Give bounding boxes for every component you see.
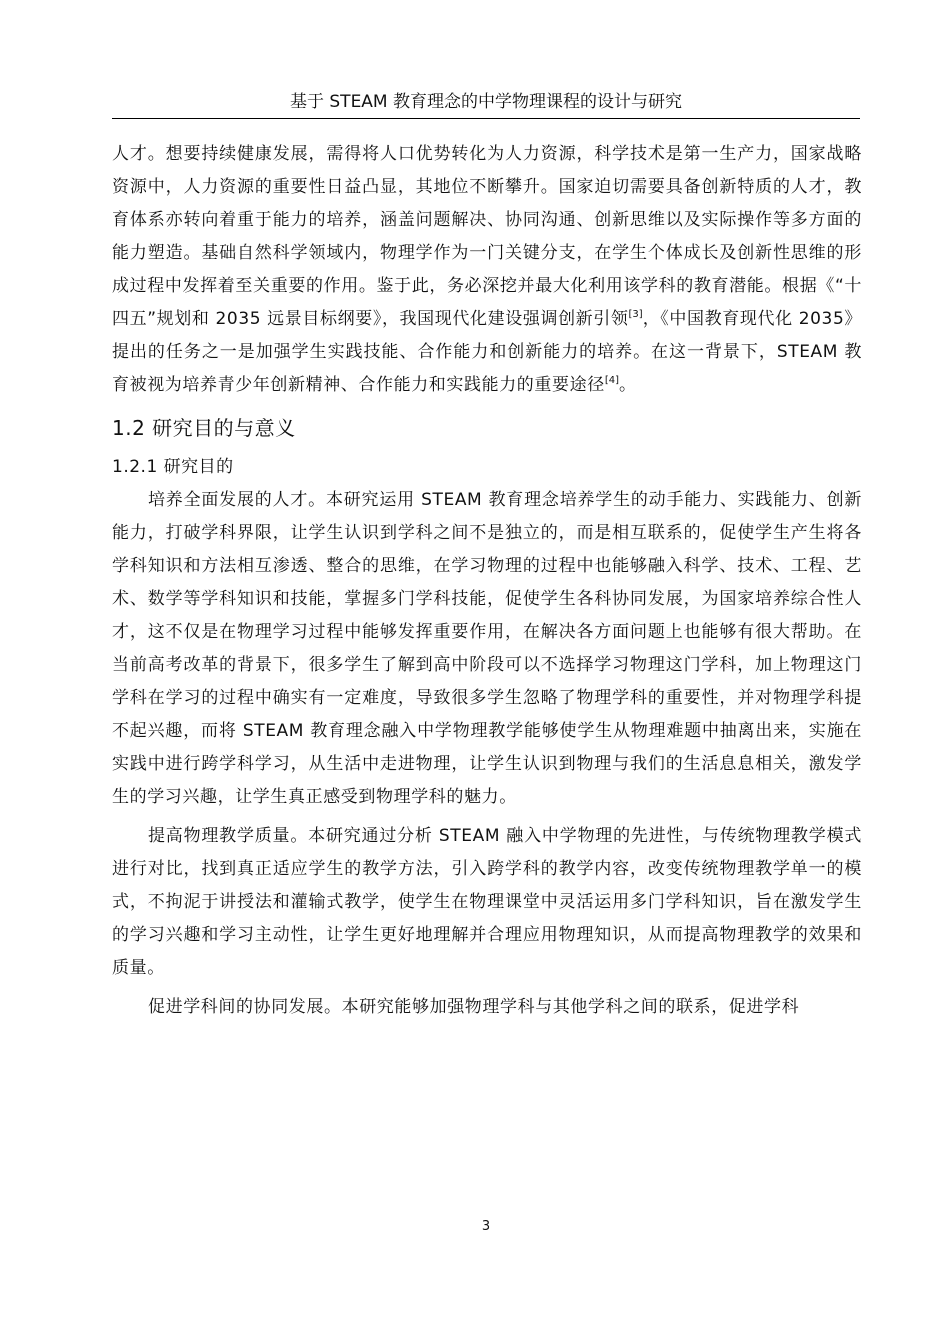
paragraph-text: 人才。想要持续健康发展，需得将人口优势转化为人力资源，科学技术是第一生产力，国家战略资源中，人力资源的重要性日益凸显，其地位不断攀升。国家迫切需要具备创新特质的人才，教育体系亦转向着重于能力的培养，涵盖问题解决、协同沟通、创新思维以及实际操作等多方面的能力塑造。基础自然科学领域内，物理学作为一门关键分支，在学生个体成长及创新性思维的形成过程中发挥着至关重要的作用。鉴于此，务必深挖并最大化利用该学科的教育潜能。根据《“十四五”规划和 2035 远景目标纲要》，我国现代化建设强调创新引领 (112, 144, 862, 329)
subsection-heading: 1.2.1 研究目的 (112, 457, 234, 477)
paragraph-talent-background (112, 138, 862, 402)
citation-ref: [4] (604, 375, 619, 386)
citation-ref: [3] (628, 309, 643, 320)
paragraph-interdisciplinary: 促进学科间的协同发展。本研究能够加强物理学科与其他学科之间的联系，促进学科 (148, 997, 800, 1017)
paragraph-teaching-quality: 提高物理教学质量。本研究通过分析 STEAM 融入中学物理的先进性，与传统物理教学模式进行对比，找到真正适应学生的教学方法，引入跨学科的教学内容，改变传统物理教学单一的模式，不拘泥于讲授法和灌输式教学，使学生在物理课堂中灵活运用多门学科知识，旨在激发学生的学习兴趣和学习主动性，让学生更好地理解并合理应用物理知识，从而提高物理教学的效果和质量。 (112, 826, 862, 978)
paragraph-text: ，《中国教育现代化 2035》提出的任务之一是加强学生实践技能、合作能力和创新能力的培养。在这一背景下，STEAM 教育被视为培养青少年创新精神、合作能力和实践能力的重要途径 (112, 309, 862, 395)
body-text (112, 138, 862, 1024)
paragraph-text: 。 (618, 375, 637, 395)
section-heading: 1.2 研究目的与意义 (112, 416, 296, 440)
paragraph-cultivate-talent: 培养全面发展的人才。本研究运用 STEAM 教育理念培养学生的动手能力、实践能力、创新能力，打破学科界限，让学生认识到学科之间不是独立的，而是相互联系的，促使学生产生将各学科知识和方法相互渗透、整合的思维，在学习物理的过程中也能够融入科学、技术、工程、艺术、数学等学科知识和技能，掌握多门学科技能，促使学生各科协同发展，为国家培养综合性人才，这不仅是在物理学习过程中能够发挥重要作用，在解决各方面问题上也能够有很大帮助。在当前高考改革的背景下，很多学生了解到高中阶段可以不选择学习物理这门学科，加上物理这门学科在学习的过程中确实有一定难度，导致很多学生忽略了物理学科的重要性，并对物理学科提不起兴趣，而将 STEAM 教育理念融入中学物理教学能够使学生从物理难题中抽离出来，实施在实践中进行跨学科学习，从生活中走进物理，让学生认识到物理与我们的生活息息相关，激发学生的学习兴趣，让学生真正感受到物理学科的魅力。 (112, 490, 862, 807)
running-header: 基于 STEAM 教育理念的中学物理课程的设计与研究 (289, 92, 683, 112)
page-number: 3 (481, 1219, 491, 1234)
header-rule (112, 118, 860, 119)
